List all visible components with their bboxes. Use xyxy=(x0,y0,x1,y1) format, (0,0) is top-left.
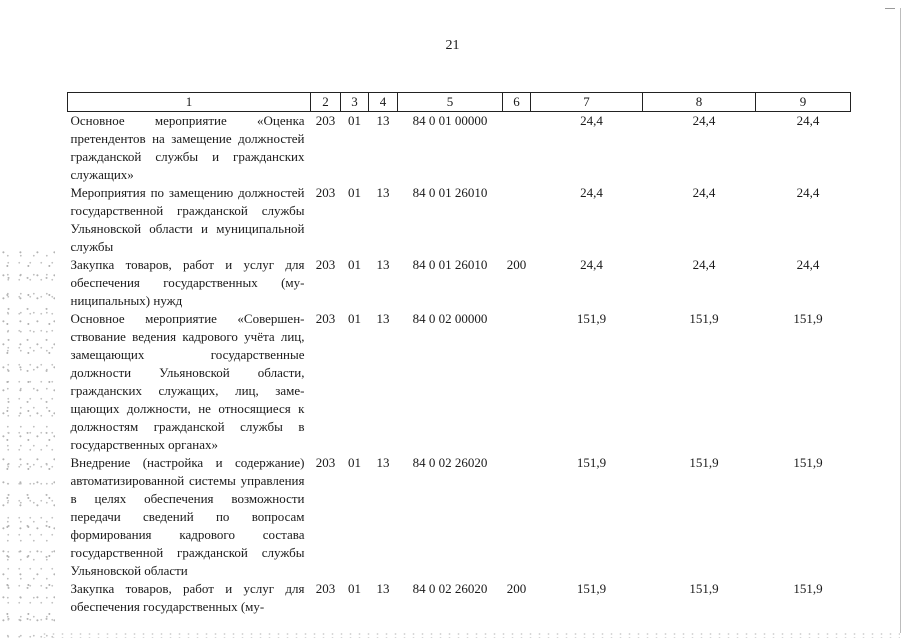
row-section-code: 01 xyxy=(348,581,361,596)
row-name: Мероприятия по замещению должностей государственной гражданской службы Ульяновской области и муниципальной службы xyxy=(70,185,305,254)
row-subsection-code: 13 xyxy=(376,185,390,200)
row-subsection-code: 13 xyxy=(376,455,390,470)
row-ministry-code: 203 xyxy=(315,581,336,596)
row-amount-7: 151,9 xyxy=(576,581,607,596)
column-header-9: 9 xyxy=(756,93,851,112)
table-header-row xyxy=(68,93,851,112)
row-section-code: 01 xyxy=(348,113,361,128)
row-amount-9: 151,9 xyxy=(793,311,823,326)
row-section-code: 01 xyxy=(348,257,361,272)
row-section-code: 01 xyxy=(348,185,361,200)
column-header-4: 4 xyxy=(369,93,398,112)
row-subsection-code: 13 xyxy=(376,113,390,128)
row-amount-8: 24,4 xyxy=(692,257,716,272)
scan-edge-mark xyxy=(885,8,895,9)
row-target-article: 84 0 01 00000 xyxy=(412,113,488,128)
column-header-6: 6 xyxy=(503,93,531,112)
row-expense-type xyxy=(503,310,531,454)
row-amount-7: 151,9 xyxy=(576,455,607,470)
row-target-article: 84 0 02 26020 xyxy=(412,455,488,470)
row-name: Внедрение (настройка и содержание) автоматизированной системы управления в целях обеспечения возможности передачи сведений по вопросам формирования кадрового состава государственной гражданской службы Ульяновской области xyxy=(70,455,305,578)
row-section-code: 01 xyxy=(348,311,361,326)
row-expense-type xyxy=(503,112,531,185)
row-target-article: 84 0 02 00000 xyxy=(412,311,488,326)
table-row xyxy=(68,256,851,310)
row-ministry-code: 203 xyxy=(315,113,336,128)
scan-noise-bottom xyxy=(40,632,900,638)
row-target-article: 84 0 01 26010 xyxy=(412,257,488,272)
scan-speckle-left xyxy=(0,250,55,640)
row-subsection-code: 13 xyxy=(376,581,390,596)
scan-edge-right xyxy=(900,8,901,633)
column-header-5: 5 xyxy=(398,93,503,112)
row-amount-8: 151,9 xyxy=(689,581,719,596)
row-expense-type: 200 xyxy=(506,257,527,272)
table-row xyxy=(68,112,851,185)
row-amount-9: 24,4 xyxy=(796,113,820,128)
row-amount-7: 24,4 xyxy=(580,257,603,272)
row-amount-8: 151,9 xyxy=(689,455,719,470)
column-header-2: 2 xyxy=(311,93,341,112)
row-amount-8: 24,4 xyxy=(692,113,716,128)
row-amount-8: 24,4 xyxy=(692,185,716,200)
column-header-7: 7 xyxy=(531,93,643,112)
row-amount-9: 151,9 xyxy=(793,581,823,596)
row-target-article: 84 0 01 26010 xyxy=(412,185,488,200)
row-amount-8: 151,9 xyxy=(689,311,719,326)
row-subsection-code: 13 xyxy=(376,311,390,326)
row-amount-7: 24,4 xyxy=(580,185,603,200)
budget-table-container xyxy=(67,92,850,616)
row-amount-9: 24,4 xyxy=(796,185,820,200)
row-amount-9: 151,9 xyxy=(793,455,823,470)
row-expense-type: 200 xyxy=(506,581,527,596)
table-row xyxy=(68,454,851,580)
row-name: Закупка товаров, работ и услуг для обеспечения государственных (муниципальных) нужд xyxy=(70,257,305,308)
column-header-3: 3 xyxy=(341,93,369,112)
row-name: Основное мероприятие «Оценка претендентов на замещение должностей гражданской службы и гражданских служащих» xyxy=(70,113,305,182)
row-section-code: 01 xyxy=(348,455,361,470)
row-ministry-code: 203 xyxy=(315,311,336,326)
column-header-8: 8 xyxy=(643,93,756,112)
budget-table xyxy=(67,92,851,616)
row-target-article: 84 0 02 26020 xyxy=(412,581,488,596)
row-subsection-code: 13 xyxy=(376,257,390,272)
table-row xyxy=(68,310,851,454)
row-amount-7: 151,9 xyxy=(576,311,607,326)
row-ministry-code: 203 xyxy=(315,455,336,470)
table-row xyxy=(68,184,851,256)
page-number: 21 xyxy=(445,38,460,53)
row-amount-9: 24,4 xyxy=(796,257,820,272)
row-name: Закупка товаров, работ и услуг для обеспечения государственных (му- xyxy=(70,581,305,614)
row-ministry-code: 203 xyxy=(315,257,336,272)
row-expense-type xyxy=(503,184,531,256)
row-ministry-code: 203 xyxy=(315,185,336,200)
column-header-1: 1 xyxy=(68,93,311,112)
table-row xyxy=(68,580,851,616)
row-name: Основное мероприятие «Совершенствование ведения кадрового учёта лиц, замещающих государственные должности Ульяновской области, гражданских служащих, лиц, замещающих должности, не относящиеся к должностям гражданской службы в государственных органах» xyxy=(70,311,305,452)
row-amount-7: 24,4 xyxy=(580,113,603,128)
row-expense-type xyxy=(503,454,531,580)
